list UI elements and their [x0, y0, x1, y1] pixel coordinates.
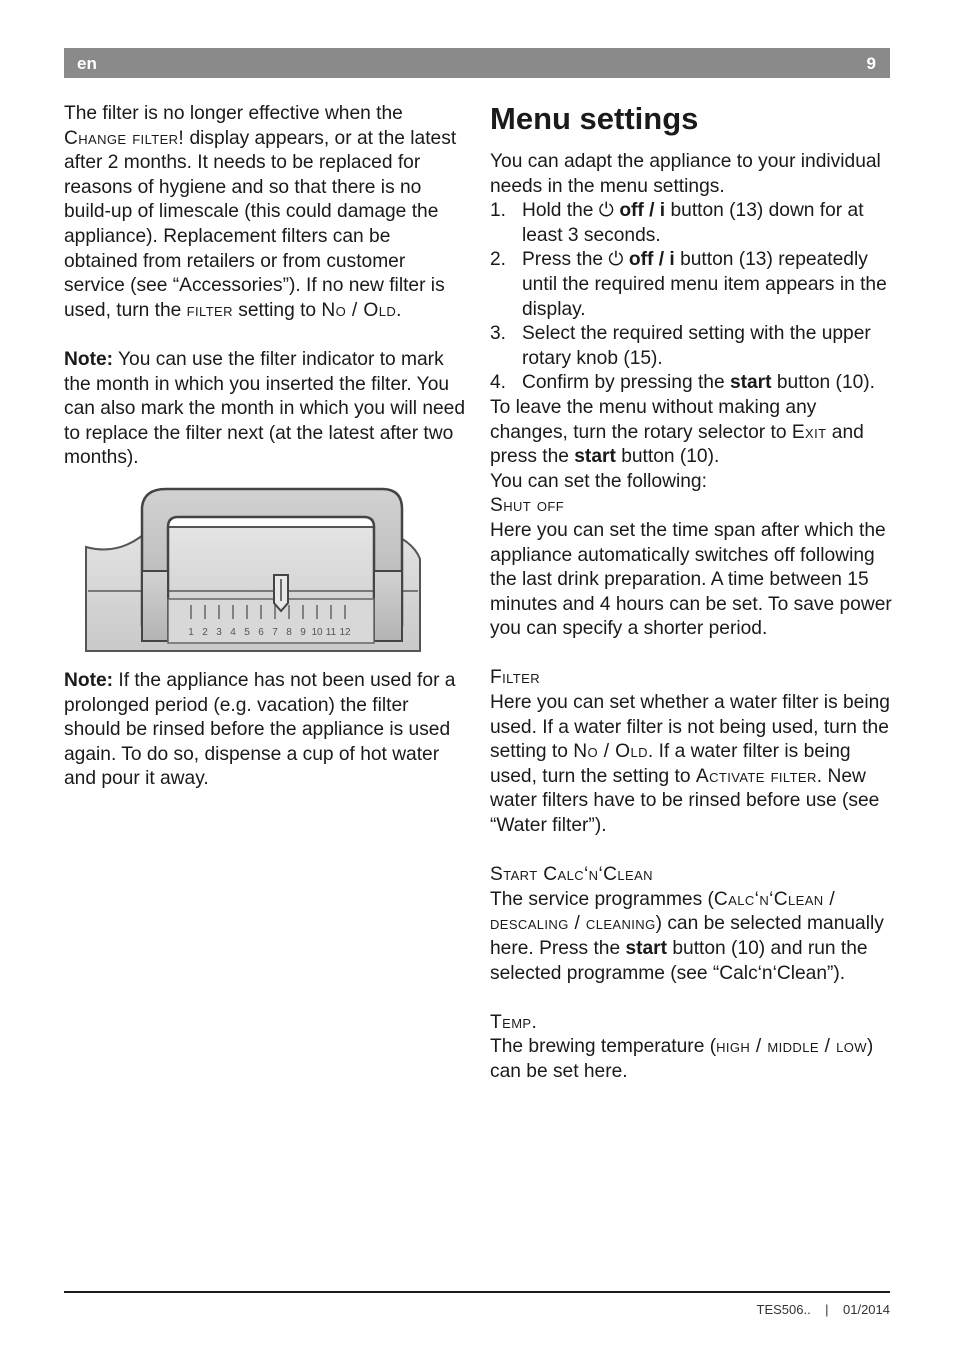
no-old-setting-text: No / Old — [321, 299, 397, 321]
month-label: 1 — [188, 626, 194, 638]
note-filter-indicator: Note: You can use the filter indicator to mark the month in which you inserted the filter. You can also mark the month in which you will need to replace the filter next (at the latest after two months). — [64, 348, 466, 469]
month-label: 9 — [300, 626, 306, 638]
month-label: 5 — [244, 626, 250, 638]
change-filter-display-text: Change filter! — [64, 127, 185, 149]
page-title: Menu settings — [490, 101, 699, 136]
power-icon: ⏻ — [608, 249, 624, 271]
shut-off-text: Here you can set the time span after which the appliance automatically switches off following the last drink preparation. A time between 15 minutes and 4 hours can be set. To save power you can specify a shorter period. — [490, 519, 892, 640]
shut-off-heading: Shut off — [490, 495, 565, 517]
month-label: 4 — [230, 626, 236, 638]
page-footer — [757, 1298, 891, 1323]
power-icon: ⏻ — [598, 200, 614, 222]
model-number: TES506.. — [756, 1302, 811, 1317]
filter-heading: Filter — [490, 667, 540, 689]
month-label: 8 — [286, 626, 292, 638]
footer-separator: | — [825, 1302, 829, 1317]
left-column — [64, 102, 468, 792]
month-label: 10 — [311, 626, 323, 638]
right-column — [490, 102, 894, 1085]
exit-setting-text: Exit — [791, 421, 827, 443]
footer-rule — [64, 1291, 890, 1293]
month-label: 7 — [272, 626, 278, 638]
month-label: 11 — [325, 626, 337, 638]
set-following-text: You can set the following: — [490, 470, 707, 492]
list-item: 1. Hold the ⏻ off / i button (13) down for at least 3 seconds. — [490, 200, 864, 246]
calc-n-clean-heading: Start Calc‘n‘Clean — [490, 864, 653, 886]
filter-indicator-drawing — [82, 487, 422, 653]
menu-intro: You can adapt the appliance to your individual needs in the menu settings. — [490, 151, 881, 197]
calc-n-clean-text: The service programmes (Calc‘n‘Clean / descaling / cleaning) can be selected manually here. Press the start button (10) and run the selected programme (see “Calc‘n‘Clean”). — [490, 888, 884, 984]
filter-indicator-illustration — [82, 487, 422, 653]
leave-menu-paragraph: To leave the menu without making any changes, turn the rotary selector to Exit and press the start button (10). — [490, 396, 864, 468]
month-label: 3 — [216, 626, 222, 638]
temp-text: The brewing temperature (high / middle / low) can be set here. — [490, 1036, 874, 1082]
list-item: 2. Press the ⏻ off / i button (13) repeatedly until the required menu item appears in the display. — [490, 249, 887, 320]
month-label: 6 — [258, 626, 264, 638]
filter-text: Here you can set whether a water filter is being used. If a water filter is not being used, turn the setting to No / Old. If a water filter is being used, turn the setting to Activate filter. New water filters have to be rinsed before use (see “Water filter”). — [490, 692, 890, 837]
menu-steps-list — [490, 199, 894, 396]
temp-heading: Temp. — [490, 1011, 538, 1033]
filter-paragraph: The filter is no longer effective when the Change filter! display appears, or at the latest after 2 months. It needs to be replaced for reasons of hygiene and so that there is no build-up of limescale (this could damage the appliance). Replacement filters can be obtained from retailers or from customer service (see “Accessories”). If no new filter is used, turn the filter setting to No / Old. — [64, 103, 457, 321]
month-label: 12 — [339, 626, 351, 638]
publication-date: 01/2014 — [843, 1302, 890, 1317]
list-item: 3. Select the required setting with the upper rotary knob (15). — [490, 323, 871, 369]
note-label: Note: — [64, 669, 114, 691]
list-item: 4. Confirm by pressing the start button (10). — [490, 372, 876, 394]
month-label: 2 — [202, 626, 208, 638]
language-tag: en — [77, 54, 97, 73]
page-header-bar — [64, 48, 890, 78]
note-prolonged-use: Note: If the appliance has not been used for a prolonged period (e.g. vacation) the filter should be rinsed before the appliance is used again. To do so, dispense a cup of hot water and pour it away. — [64, 669, 456, 790]
note-label: Note: — [64, 348, 114, 370]
page-number: 9 — [866, 54, 876, 73]
filter-setting-text: filter — [186, 299, 233, 321]
